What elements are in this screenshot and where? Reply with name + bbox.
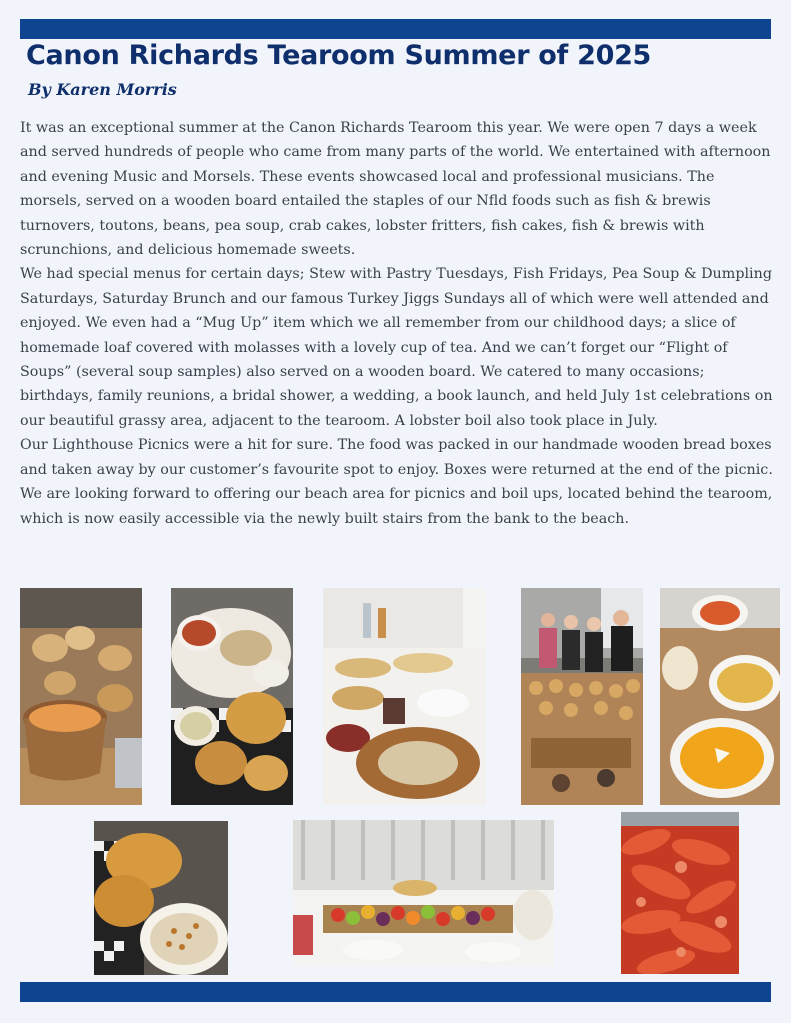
photo-soup-board <box>20 588 142 805</box>
article-body <box>20 116 776 531</box>
page-title: Canon Richards Tearoom Summer of 2025 <box>26 40 652 71</box>
photo-turnovers <box>94 821 228 975</box>
photo-lobsters <box>621 812 739 974</box>
header-bar <box>20 19 771 39</box>
photo-buffet-table <box>323 588 486 805</box>
photo-fish-plate <box>171 588 293 805</box>
photo-fruit-display <box>293 820 554 967</box>
article-paragraph: We had special menus for certain days; Stew with Pastry Tuesdays, Fish Fridays, Pea Soup & Dumpling Saturdays, Saturday Brunch and our famous Turkey Jiggs Sundays all of which were well attended and enjoyed. We even had a “Mug Up” item which we all remember from our childhood days; a slice of homemade loaf covered with molasses with a lovely cup of tea. And we can’t forget our “Flight of Soups” (several soup samples) also served on a wooden board. We catered to many occasions; birthdays, family reunions, a bridal shower, a wedding, a book launch, and held July 1st celebrations on our beautiful grassy area, adjacent to the tearoom. A lobster boil also took place in July. <box>20 266 773 429</box>
photo-flight-of-soups <box>660 588 780 805</box>
byline: By Karen Morris <box>28 80 177 99</box>
article-paragraph: Our Lighthouse Picnics were a hit for sure. The food was packed in our handmade wooden bread boxes and taken away by our customer’s favourite spot to enjoy. Boxes were returned at the end of the picnic. We are looking forward to offering our beach area for picnics and boil ups, located behind the tearoom, which is now easily accessible via the newly built stairs from the bank to the beach. <box>20 437 773 527</box>
photo-staff-table <box>521 588 643 805</box>
article-paragraph: It was an exceptional summer at the Canon Richards Tearoom this year. We were open 7 days a week and served hundreds of people who came from many parts of the world. We entertained with afternoon and evening Music and Morsels. These events showcased local and professional musicians. The morsels, served on a wooden board entailed the staples of our Nfld foods such as fish & brewis turnovers, toutons, beans, pea soup, crab cakes, lobster fritters, fish cakes, fish & brewis with scrunchions, and delicious homemade sweets. <box>20 120 771 259</box>
footer-bar <box>20 982 771 1002</box>
